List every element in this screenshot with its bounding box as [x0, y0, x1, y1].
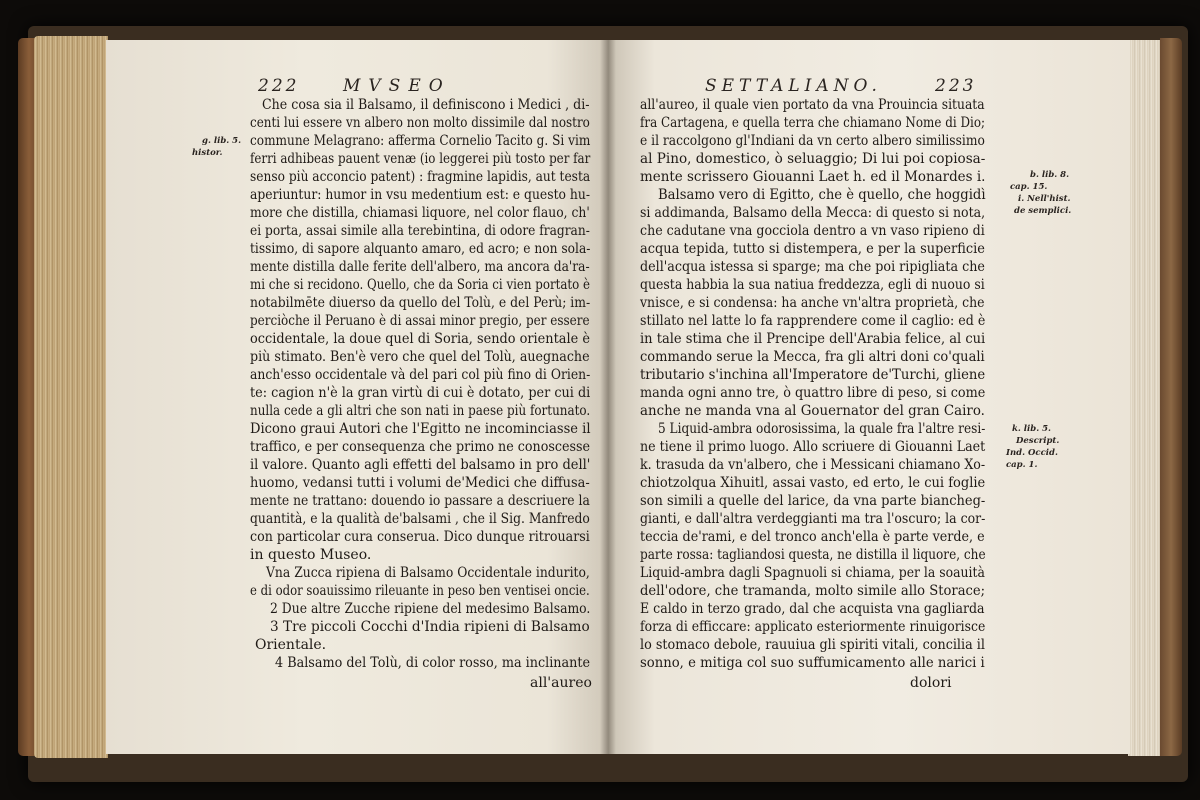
text-line: forza di efficcare: applicato esteriormente rinuigorisce: [640, 619, 986, 635]
text-line: fra Cartagena, e quella terra che chiamano Nome di Dio;: [640, 115, 986, 131]
text-line: quantità, e la qualità de'balsami , che il Sig. Manfredo: [250, 511, 590, 527]
text-line: Che cosa sia il Balsamo, il definiscono i Medici , di-: [262, 97, 590, 113]
text-line: mente ne trattano: douendo io passare a descriuere la: [250, 493, 590, 509]
text-line: dell'acqua istessa si sparge; ma che poi ripigliata che: [640, 259, 985, 275]
margin-note-line: Ind. Occid.: [1006, 448, 1058, 458]
text-line: manda ogni anno tre, ò quattro libre di peso, si come: [640, 385, 986, 401]
text-line: E caldo in terzo grado, dal che acquista vna gagliarda: [640, 601, 985, 617]
text-line: tributario s'inchina all'Imperatore de'Turchi, gliene: [640, 367, 986, 383]
margin-note-line: i. Nell'hist.: [1018, 194, 1071, 204]
text-line: k. trasuda da vn'albero, che i Messicani chiamano Xo-: [640, 457, 986, 473]
text-line: dell'odore, che tramanda, molto simile allo Storace;: [640, 583, 986, 599]
text-line: aperiuntur: humor in vsu medentium est: e questo hu-: [250, 187, 591, 203]
text-line: teccia de'rami, e del tronco anch'ella è parte verde, e: [640, 529, 985, 545]
text-line: Dicono graui Autori che l'Egitto ne incominciasse il: [250, 421, 591, 437]
right-running-title: SETTALIANO.: [705, 76, 882, 96]
right-catchword: dolori: [910, 675, 952, 691]
text-line: con particolar cura conserua. Dico dunque ritrouarsi: [250, 529, 590, 545]
left-catchword: all'aureo: [530, 675, 592, 691]
text-line: te: cagion n'è la gran virtù di cui è dotato, per cui di: [250, 385, 591, 401]
text-line: 4 Balsamo del Tolù, di color rosso, ma inclinante: [275, 655, 591, 671]
text-line: all'aureo, il quale vien portato da vna Prouincia situata: [640, 97, 985, 113]
text-line: 5 Liquid-ambra odorosissima, la quale fra l'altre resi-: [658, 421, 986, 437]
text-line: ferri adhibeas pauent venæ (io leggerei più tosto per far: [250, 151, 591, 167]
text-line: notabilmēte diuerso da quello del Tolù, e del Perù; im-: [250, 295, 591, 311]
text-line: mi che si recidono. Quello, che da Soria ci vien portato è: [250, 277, 591, 293]
text-line: al Pino, domestico, ò seluaggio; Di lui poi copiosa-: [640, 151, 986, 167]
text-line: sonno, e mitiga col suo suffumicamento alle narici i: [640, 655, 985, 671]
text-line: ne tiene il primo luogo. Allo scriuere di Giouanni Laet: [640, 439, 986, 455]
text-line: Liquid-ambra dagli Spagnuoli si chiama, per la soauità: [640, 565, 985, 581]
text-line: il valore. Quanto agli effetti del balsamo in pro dell': [250, 457, 591, 473]
text-line: nulla cede a gli altri che son nati in paese più fortunato.: [250, 403, 591, 419]
text-line: perciòche il Peruano è di assai minor pregio, per essere: [250, 313, 590, 329]
text-line: più stimato. Ben'è vero che quel del Tolù, auegnache: [250, 349, 590, 365]
text-line: vnisce, e si condensa: ha anche vn'altra proprietà, che: [640, 295, 985, 311]
text-line: Balsamo vero di Egitto, che è quello, che hoggidì: [658, 187, 986, 203]
margin-note-line: g. lib. 5.: [202, 136, 242, 146]
text-line: Vna Zucca ripiena di Balsamo Occidentale indurito,: [266, 565, 590, 581]
text-line: more che distilla, chiamasi liquore, nel color flauo, ch': [250, 205, 590, 221]
margin-note-line: b. lib. 8.: [1030, 170, 1070, 180]
text-line: ei porta, assai simile alla terebintina, di odore fragran-: [250, 223, 590, 239]
text-line: si addimanda, Balsamo della Mecca: di questo si nota,: [640, 205, 986, 221]
margin-note-line: de semplici.: [1014, 206, 1072, 216]
text-line: mente distilla dalle ferite dell'albero, ma ancora da'ra-: [250, 259, 590, 275]
text-line: commune Melagrano: afferma Cornelio Tacito g. Si vim: [250, 133, 591, 149]
text-line: traffico, e per consequenza che primo ne conoscesse: [250, 439, 591, 455]
margin-note-line: histor.: [192, 148, 223, 158]
left-running-title: MVSEO: [343, 76, 451, 96]
text-line: stillato nel latte lo fa rapprendere come il caglio: ed è: [640, 313, 986, 329]
text-line: parte rossa: tagliandosi questa, ne distilla il liquore, che: [640, 547, 986, 563]
text-line: e di odor soauissimo rileuante in peso ben ventisei oncie.: [250, 583, 590, 599]
text-line: acqua tepida, tutto si distempera, e per la superficie: [640, 241, 985, 257]
margin-note-line: k. lib. 5.: [1012, 424, 1052, 434]
right-cover: [1160, 38, 1182, 756]
left-page-block: [34, 36, 108, 758]
book-gutter: [600, 40, 616, 754]
text-line: centi lui essere vn albero non molto dissimile dal nostro: [250, 115, 590, 131]
text-line: gianti, e dall'altra verdeggianti ma tra l'oscuro; la cor-: [640, 511, 986, 527]
text-line: anche ne manda vna al Gouernator del gran Cairo.: [640, 403, 985, 419]
text-line: in tale stima che il Prencipe dell'Arabia felice, al cui: [640, 331, 986, 347]
text-line: chiotzolqua Xihuitl, assai vasto, ed erto, le cui foglie: [640, 475, 986, 491]
margin-note-line: Descript.: [1016, 436, 1060, 446]
text-line: huomo, vedansi tutti i volumi de'Medici che diffusa-: [250, 475, 590, 491]
text-line: 2 Due altre Zucche ripiene del medesimo Balsamo.: [270, 601, 591, 617]
text-line: occidentale, la doue quel di Soria, sendo orientale è: [250, 331, 590, 347]
text-line: commando serue la Mecca, fra gli altri doni co'quali: [640, 349, 985, 365]
text-line: mente scrissero Giouanni Laet h. ed il Monardes i.: [640, 169, 986, 185]
text-line: Orientale.: [255, 637, 327, 653]
margin-note-line: cap. 1.: [1006, 460, 1038, 470]
text-line: tissimo, di sapore alquanto amaro, ed acro; e non sola-: [250, 241, 591, 257]
text-line: 3 Tre piccoli Cocchi d'India ripieni di Balsamo: [270, 619, 590, 635]
text-line: in questo Museo.: [250, 547, 372, 563]
left-page-number: 222: [258, 76, 300, 96]
margin-note-line: cap. 15.: [1010, 182, 1048, 192]
text-line: son simili a quelle del larice, da vna parte biancheg-: [640, 493, 986, 509]
text-line: che cadutane vna gocciola dentro a vn vaso ripieno di: [640, 223, 985, 239]
text-line: anch'esso occidentale và del pari col più fino di Orien-: [250, 367, 591, 383]
text-line: lo stomaco debole, rauuiua gli spiriti vitali, concilia il: [640, 637, 985, 653]
text-line: senso più acconcio patent) : fragmine lapidis, aut testa: [250, 169, 591, 185]
text-line: e il raccolgono gl'Indiani da vn certo albero similissimo: [640, 133, 985, 149]
right-page-number: 223: [935, 76, 977, 96]
text-line: questa habbia la sua natiua freddezza, egli di nuouo si: [640, 277, 985, 293]
